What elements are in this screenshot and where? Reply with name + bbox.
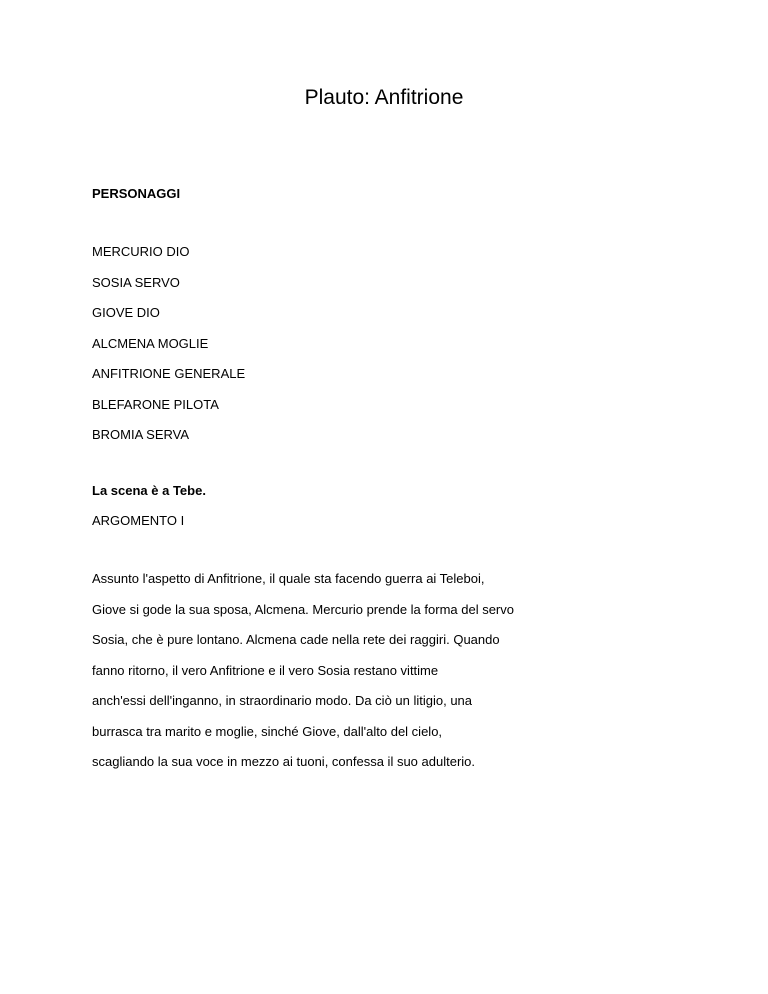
cast-item: BLEFARONE PILOTA [92,396,219,412]
argument-text [92,570,514,784]
setting-line: La scena è a Tebe. [92,483,206,498]
argument-line: Sosia, che è pure lontano. Alcmena cade nella rete dei raggiri. Quando [92,632,500,647]
cast-item: GIOVE DIO [92,305,160,320]
cast-item: ANFITRIONE GENERALE [92,366,246,381]
argument-line: burrasca tra marito e moglie, sinché Giove, dall'alto del cielo, [92,723,443,739]
cast-item: SOSIA SERVO [92,274,180,290]
cast-item: MERCURIO DIO [92,244,190,259]
cast-list [92,243,245,457]
cast-item: BROMIA SERVA [92,427,190,442]
argument-line: anch'essi dell'inganno, in straordinario modo. Da ciò un litigio, una [92,693,473,708]
cast-item: ALCMENA MOGLIE [92,335,209,351]
cast-heading: PERSONAGGI [92,186,181,201]
document-title: Plauto: Anfitrione [304,86,464,109]
argument-line: scagliando la sua voce in mezzo ai tuoni, confessa il suo adulterio. [92,754,475,769]
argument-line: Assunto l'aspetto di Anfitrione, il quale sta facendo guerra ai Teleboi, [92,571,485,586]
argument-line: fanno ritorno, il vero Anfitrione e il vero Sosia restano vittime [92,662,439,678]
argument-line: Giove si gode la sua sposa, Alcmena. Mercurio prende la forma del servo [92,601,514,617]
argument-label: ARGOMENTO I [92,513,185,528]
